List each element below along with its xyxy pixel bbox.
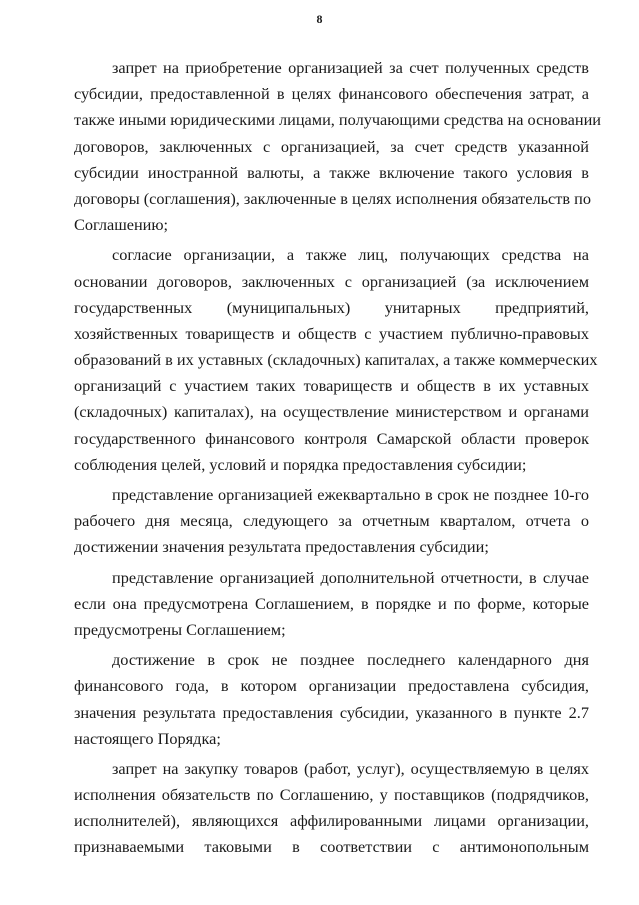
text-line: субсидии, предоставленной в целях финансового обеспечения затрат, а bbox=[74, 84, 589, 104]
paragraph bbox=[74, 482, 589, 561]
text-line: согласие организации, а также лиц, получающих средства на bbox=[112, 245, 589, 265]
text-line: достижение в срок не позднее последнего календарного дня bbox=[112, 650, 589, 670]
text-line: основании договоров, заключенных с организацией (за исключением bbox=[74, 271, 589, 291]
document-body bbox=[74, 55, 602, 865]
text-line: организаций с участием таких товариществ и обществ в их уставных bbox=[74, 376, 589, 396]
text-line: (складочных) капиталах), на осуществление министерством и органами bbox=[74, 402, 589, 422]
paragraph bbox=[74, 565, 589, 644]
text-line: соблюдения целей, условий и порядка предоставления субсидии; bbox=[74, 454, 527, 474]
paragraph bbox=[74, 756, 589, 861]
text-line: достижении значения результата предоставления субсидии; bbox=[74, 537, 489, 557]
text-line: представление организацией ежеквартально в срок не позднее 10-го bbox=[112, 485, 589, 504]
text-line: финансового года, в котором организации предоставлена субсидия, bbox=[74, 676, 589, 696]
text-line: представление организацией дополнительной отчетности, в случае bbox=[112, 567, 589, 587]
paragraph bbox=[74, 647, 589, 752]
text-line: государственного финансового контроля Самарской области проверок bbox=[74, 428, 589, 448]
text-line: хозяйственных товариществ и обществ с участием публично-правовых bbox=[74, 323, 589, 343]
text-line: образований в их уставных (складочных) капиталах, а также коммерческих bbox=[74, 350, 598, 370]
text-line: договоры (соглашения), заключенные в целях исполнения обязательств по bbox=[74, 188, 591, 208]
text-line: предусмотрены Соглашением; bbox=[74, 619, 286, 639]
text-line: рабочего дня месяца, следующего за отчетным кварталом, отчета о bbox=[74, 511, 589, 531]
text-line: Соглашению; bbox=[74, 215, 169, 235]
text-line: договоров, заключенных с организацией, за счет средств указанной bbox=[74, 136, 589, 156]
text-line: запрет на закупку товаров (работ, услуг), осуществляемую в целях bbox=[112, 758, 589, 778]
text-line: настоящего Порядка; bbox=[74, 728, 221, 748]
text-line: также иными юридическими лицами, получающими средства на основании bbox=[74, 110, 602, 130]
text-line: запрет на приобретение организацией за счет полученных средств bbox=[112, 58, 589, 77]
text-line: государственных (муниципальных) унитарных предприятий, bbox=[74, 297, 589, 317]
text-line: значения результата предоставления субсидии, указанного в пункте 2.7 bbox=[74, 702, 589, 722]
page-number: 8 bbox=[316, 12, 323, 26]
text-line: исполнителей), являющихся аффилированными лицами организации, bbox=[74, 811, 589, 831]
text-line: исполнения обязательств по Соглашению, у поставщиков (подрядчиков, bbox=[74, 785, 589, 805]
text-line: признаваемыми таковыми в соответствии с антимонопольным bbox=[74, 837, 589, 857]
paragraph bbox=[74, 242, 598, 478]
paragraph bbox=[74, 55, 602, 238]
text-line: если она предусмотрена Соглашением, в порядке и по форме, которые bbox=[74, 593, 589, 613]
text-line: субсидии иностранной валюты, а также включение такого условия в bbox=[74, 162, 589, 182]
